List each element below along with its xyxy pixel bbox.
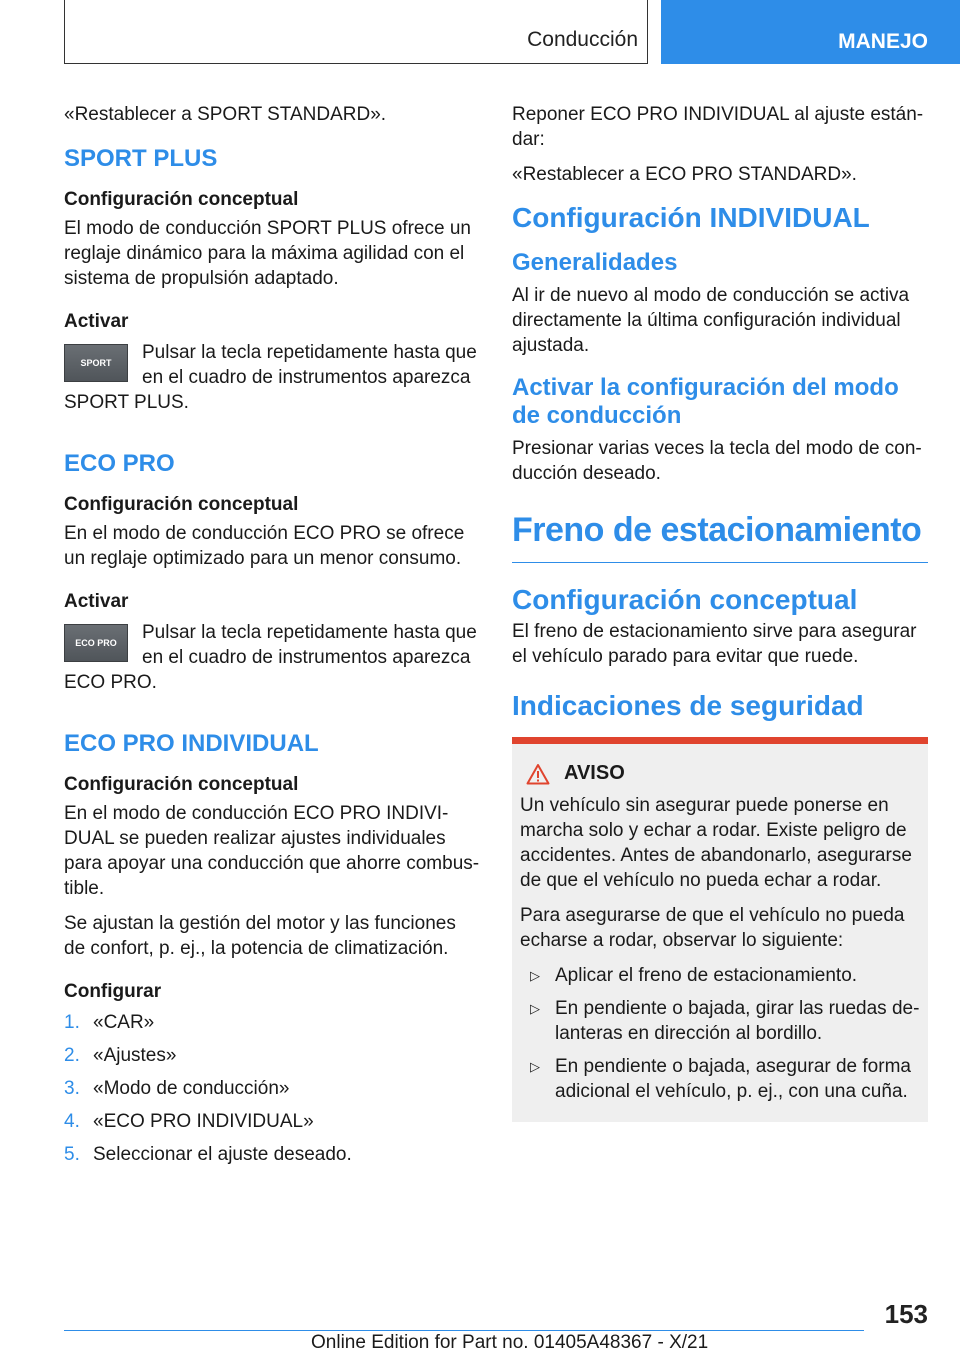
general-heading: Generalidades <box>512 249 678 276</box>
bullet-triangle-icon: ▷ <box>530 968 540 983</box>
list-item: 4. «ECO PRO INDIVIDUAL» <box>64 1111 314 1132</box>
warning-title <box>520 762 920 785</box>
eco-pro-button-icon: ECO PRO <box>64 624 128 662</box>
sport-plus-activate-heading: Activar <box>64 311 129 332</box>
list-item: 1. «CAR» <box>64 1012 155 1033</box>
footer-edition: Online Edition for Part no. 01405A48367 - X/21 <box>311 1332 709 1353</box>
chapter-tab[interactable] <box>661 0 960 64</box>
reset-individual-item: «Restablecer a ECO PRO STANDARD». <box>512 164 857 185</box>
footer-rule <box>64 1330 864 1331</box>
page-number: 153 <box>884 1299 928 1329</box>
list-item: 2. «Ajustes» <box>64 1045 177 1066</box>
list-item: 5. Seleccionar el ajuste deseado. <box>64 1144 352 1165</box>
parking-concept-heading: Configuración conceptual <box>512 584 858 615</box>
right-column <box>512 102 928 1122</box>
heading-rule <box>512 562 928 563</box>
sport-button-icon: SPORT <box>64 344 128 382</box>
safety-heading: Indicaciones de seguridad <box>512 690 864 721</box>
parking-concept-text: El freno de estacionamiento sirve para asegurar el vehículo parado para evitar que ruede. <box>512 621 917 667</box>
bullet-triangle-icon: ▷ <box>530 1059 540 1074</box>
sport-plus-activate-text: Pulsar la tecla repetidamente hasta que en el cuadro de instrumentos aparezca SPORT PLUS. <box>64 342 477 413</box>
general-text: Al ir de nuevo al modo de conducción se activa directamente la última configuración individual ajustada. <box>512 285 910 356</box>
bullet-triangle-icon: ▷ <box>530 1001 540 1016</box>
warning-text-2: Para asegurarse de que el vehículo no pueda echarse a rodar, observar lo siguiente: <box>520 905 905 951</box>
warning-triangle-icon <box>526 763 550 785</box>
eco-pro-heading: ECO PRO <box>64 450 175 477</box>
list-item: ▷ En pendiente o bajada, asegurar de forma adicional el vehículo, p. ej., con una cuña. <box>520 1054 920 1104</box>
chapter-tab-label: MANEJO <box>838 30 928 53</box>
eco-pro-activate-heading: Activar <box>64 591 129 612</box>
sport-plus-concept-text: El modo de conducción SPORT PLUS ofrece un reglaje dinámico para la máxima agilidad con el sistema de propulsión adaptado. <box>64 218 471 289</box>
list-item: 3. «Modo de conducción» <box>64 1078 290 1099</box>
eco-pro-individual-extra-text: Se ajustan la gestión del motor y las funciones de confort, p. ej., la potencia de climatización. <box>64 913 456 959</box>
warning-box <box>512 737 928 1122</box>
parking-brake-heading: Freno de estacionamiento <box>512 511 922 549</box>
section-title: Conducción <box>527 28 638 51</box>
reset-individual-text: Reponer ECO PRO INDIVIDUAL al ajuste están‐dar: <box>512 104 924 150</box>
warning-label: AVISO <box>564 762 625 784</box>
left-column <box>64 102 482 1175</box>
eco-pro-concept-heading: Configuración conceptual <box>64 494 299 515</box>
sport-plus-concept-heading: Configuración conceptual <box>64 189 299 210</box>
sport-reset-text: «Restablecer a SPORT STANDARD». <box>64 104 387 125</box>
eco-pro-individual-concept-heading: Configuración conceptual <box>64 774 299 795</box>
list-item: ▷ Aplicar el freno de estacionamiento. <box>520 963 920 988</box>
sport-plus-activate-block <box>64 340 482 425</box>
eco-pro-individual-heading: ECO PRO INDIVIDUAL <box>64 730 319 757</box>
list-item: ▷ En pendiente o bajada, girar las ruedas de‐lanteras en dirección al bordillo. <box>520 996 920 1046</box>
configure-steps <box>64 1010 482 1167</box>
sport-plus-heading: SPORT PLUS <box>64 145 218 172</box>
eco-pro-concept-text: En el modo de conducción ECO PRO se ofrece un reglaje optimizado para un menor consumo. <box>64 523 465 569</box>
activate-mode-text: Presionar varias veces la tecla del modo de con‐ducción deseado. <box>512 438 922 484</box>
eco-pro-individual-concept-text: En el modo de conducción ECO PRO INDIVI‐DUAL se pueden realizar ajustes individuales para apoyar una conducción que ahorre combus‐tible. <box>64 803 480 899</box>
eco-pro-activate-block <box>64 620 482 705</box>
configure-heading: Configurar <box>64 981 162 1002</box>
activate-mode-heading: Activar la configuración del modo de conducción <box>512 374 899 429</box>
eco-pro-activate-text: Pulsar la tecla repetidamente hasta que en el cuadro de instrumentos aparezca ECO PRO. <box>64 622 477 693</box>
warning-text: Un vehículo sin asegurar puede ponerse en marcha solo y echar a rodar. Existe peligro de accidentes. Antes de abandonarlo, asegurarse de que el vehículo no pueda echar a rodar. <box>520 795 912 891</box>
individual-heading: Configuración INDIVIDUAL <box>512 202 870 233</box>
